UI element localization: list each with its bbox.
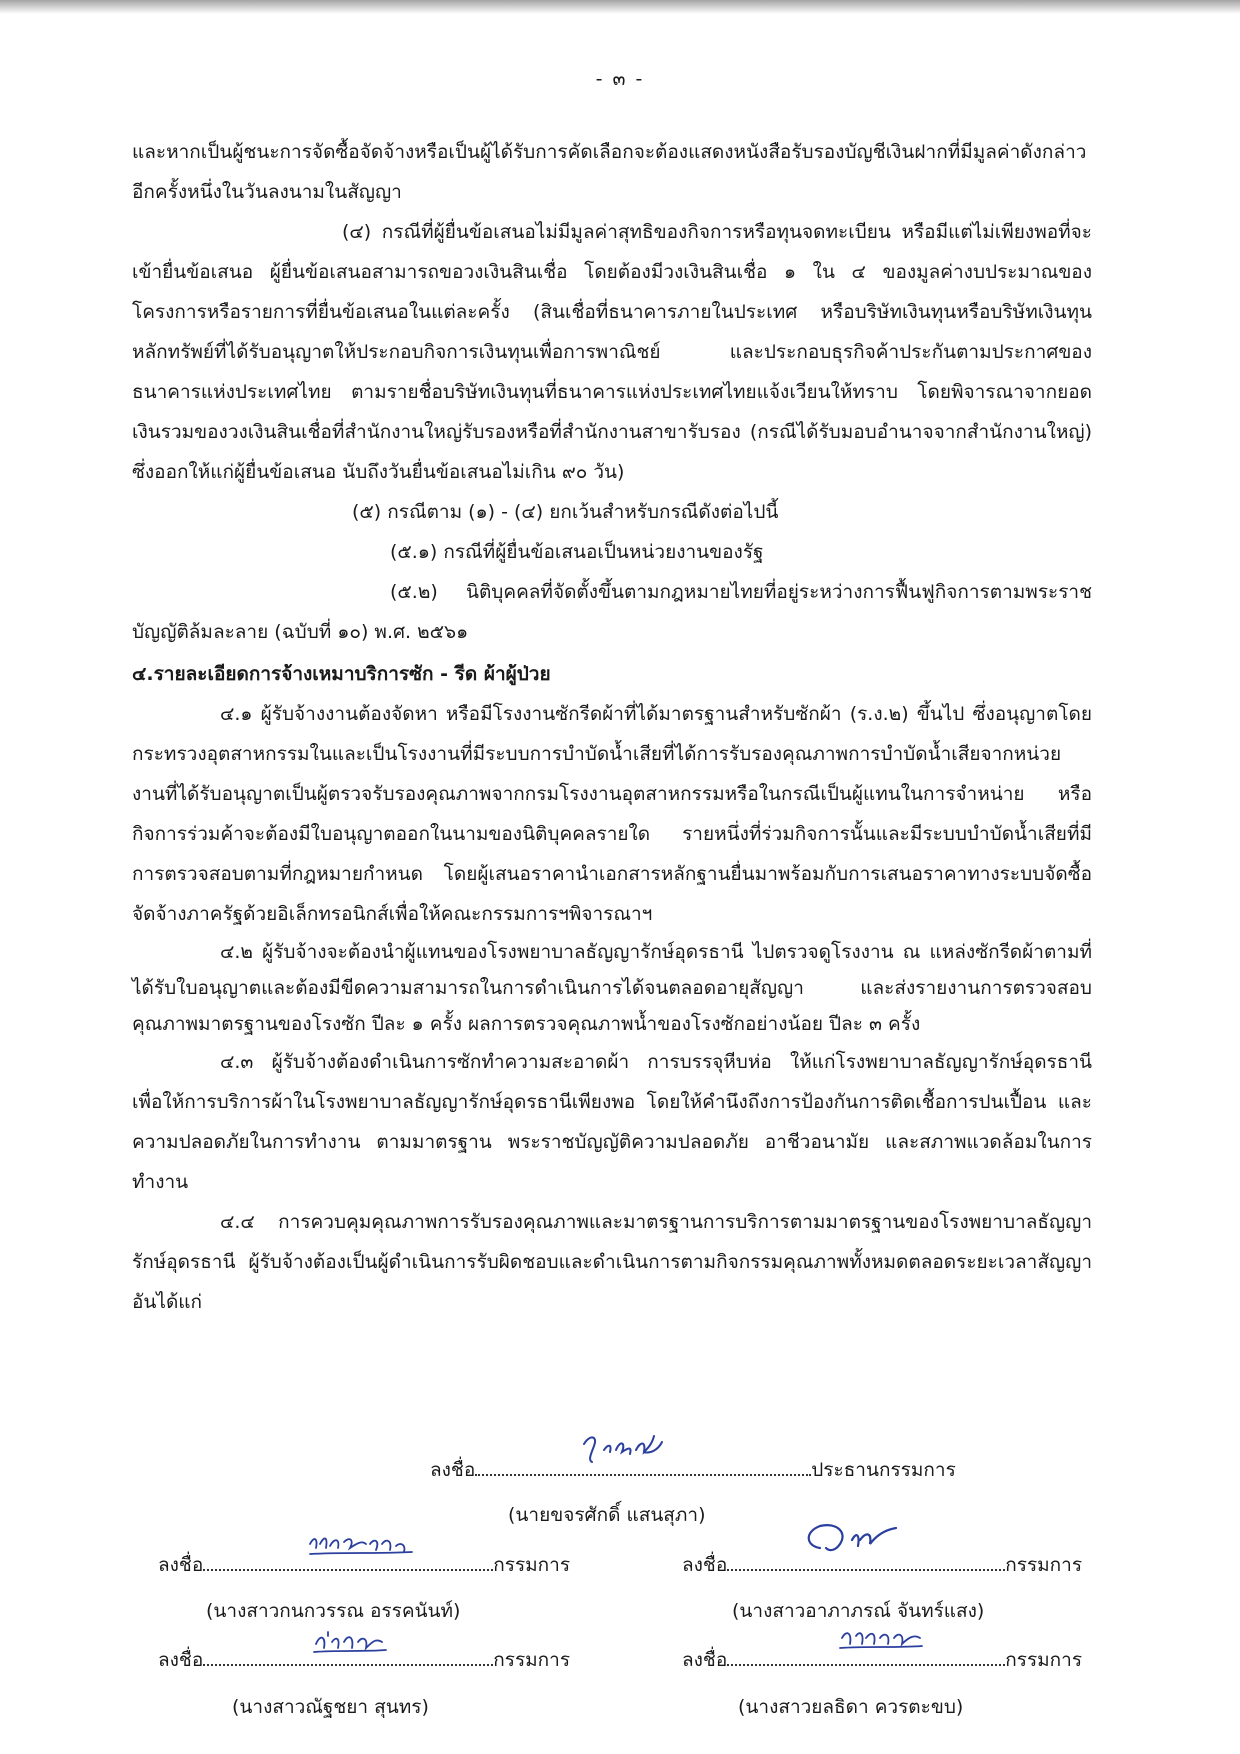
chair-handwritten-signature: [578, 1428, 668, 1468]
paragraph-4-4: ๔.๔ การควบคุมคุณภาพการรับรองคุณภาพและมาตรฐานการบริการตามมาตรฐานของโรงพยาบาลธัญญารักษ์อุดรธานี ผู้รับจ้างต้องเป็นผู้ดำเนินการรับผิดชอบและดำเนินการตามกิจกรรมคุณภาพทั้งหมดตลอดระยะเวลาสัญญา อันได้แก่: [132, 1211, 1092, 1313]
member-1-signature-line: ลงชื่อ กรรมการ: [158, 1554, 571, 1576]
member-3-handwritten-signature: [310, 1628, 390, 1656]
chair-signature-line: [430, 1455, 956, 1485]
member-2-signature-line: ลงชื่อ กรรมการ: [682, 1554, 1083, 1576]
member-4-name: (นางสาวยลธิดา ควรตะขบ): [738, 1696, 964, 1718]
chair-name: (นายขจรศักดิ์ แสนสุภา): [508, 1504, 706, 1526]
paragraph-clause-5-2: (๕.๒) นิติบุคคลที่จัดตั้งขึ้นตามกฎหมายไทยที่อยู่ระหว่างการฟื้นฟูกิจการตามพระราชบัญญัติล้มละลาย (ฉบับที่ ๑๐) พ.ศ. ๒๕๖๑: [132, 581, 1092, 643]
paragraph-deposit-cert: และหากเป็นผู้ชนะการจัดซื้อจัดจ้างหรือเป็นผู้ได้รับการคัดเลือกจะต้องแสดงหนังสือรับรองบัญชีเงินฝากที่มีมูลค่าดังกล่าวอีกครั้งหนึ่งในวันลงนามในสัญญา: [132, 141, 1087, 203]
member-3-signature-line: ลงชื่อ กรรมการ: [158, 1649, 571, 1671]
scan-top-edge: [0, 0, 1240, 14]
sign-label: ลงชื่อ: [430, 1459, 476, 1481]
paragraph-4-1: ๔.๑ ผู้รับจ้างงานต้องจัดหา หรือมีโรงงานซักรีดผ้าที่ได้มาตรฐานสำหรับซักผ้า (ร.ง.๒) ขึ้นไป ซึ่งอนุญาตโดยกระทรวงอุตสาหกรรมในและเป็นโรงงานที่มีระบบการบำบัดน้ำเสียที่ได้การรับรองคุณภาพการบำบัดน้ำเสียจากหน่วยงานที่ได้รับอนุญาตเป็นผู้ตรวจรับรองคุณภาพจากกรมโรงงานอุตสาหกรรมหรือในกรณีเป็นผู้แทนในการจำหน่าย หรือกิจการร่วมค้าจะต้องมีใบอนุญาตออกในนามของนิติบุคคลรายใด รายหนึ่งที่ร่วมกิจการนั้นและมีระบบบำบัดน้ำเสียที่มีการตรวจสอบตามที่กฎหมายกำหนด โดยผู้เสนอราคานำเอกสารหลักฐานยื่นมาพร้อมกับการเสนอราคาทางระบบจัดซื้อจัดจ้างภาครัฐด้วยอิเล็กทรอนิกส์เพื่อให้คณะกรรมการฯพิจารณาฯ: [132, 703, 1092, 925]
member-1-name: (นางสาวกนกวรรณ อรรคนันท์): [206, 1600, 461, 1622]
member-4-handwritten-signature: [836, 1626, 926, 1656]
paragraph-clause-5-1: (๕.๑) กรณีที่ผู้ยื่นข้อเสนอเป็นหน่วยงานของรัฐ: [390, 541, 764, 563]
paragraph-clause-5: (๕) กรณีตาม (๑) - (๔) ยกเว้นสำหรับกรณีดังต่อไปนี้: [352, 501, 779, 523]
member-4-signature-line: ลงชื่อ กรรมการ: [682, 1649, 1083, 1671]
member-2-name: (นางสาวอาภาภรณ์ จันทร์แสง): [732, 1600, 985, 1622]
member-1-handwritten-signature: [306, 1530, 416, 1560]
page-number: - ๓ -: [595, 68, 645, 90]
section-heading-4: ๔.รายละเอียดการจ้างเหมาบริการซัก - รีด ผ้าผู้ป่วย: [132, 663, 551, 685]
member-2-handwritten-signature: [800, 1518, 910, 1560]
document-body: [132, 132, 1092, 1322]
chair-role: ประธานกรรมการ: [811, 1459, 956, 1481]
paragraph-4-2: ๔.๒ ผู้รับจ้างจะต้องนำผู้แทนของโรงพยาบาลธัญญารักษ์อุดรธานี ไปตรวจดูโรงงาน ณ แหล่งซักรีดผ้าตามที่ได้รับใบอนุญาตและต้องมีขีดความสามารถในการดำเนินการได้จนตลอดอายุสัญญา และส่งรายงานการตรวจสอบคุณภาพมาตรฐานของโรงซัก ปีละ ๑ ครั้ง ผลการตรวจคุณภาพน้ำของโรงซักอย่างน้อย ปีละ ๓ ครั้ง: [132, 941, 1092, 1035]
paragraph-clause-4: (๔) กรณีที่ผู้ยื่นข้อเสนอไม่มีมูลค่าสุทธิของกิจการหรือทุนจดทะเบียน หรือมีแต่ไม่เพียงพอที่จะเข้ายื่นข้อเสนอ ผู้ยื่นข้อเสนอสามารถขอวงเงินสินเชื่อ โดยต้องมีวงเงินสินเชื่อ ๑ ใน ๔ ของมูลค่างบประมาณของโครงการหรือรายการที่ยื่นข้อเสนอในแต่ละครั้ง (สินเชื่อที่ธนาคารภายในประเทศ หรือบริษัทเงินทุนหรือบริษัทเงินทุนหลักทรัพย์ที่ได้รับอนุญาตให้ประกอบกิจการเงินทุนเพื่อการพาณิชย์ และประกอบธุรกิจค้าประกันตามประกาศของธนาคารแห่งประเทศไทย ตามรายชื่อบริษัทเงินทุนที่ธนาคารแห่งประเทศไทยแจ้งเวียนให้ทราบ โดยพิจารณาจากยอดเงินรวมของวงเงินสินเชื่อที่สำนักงานใหญ่รับรองหรือที่สำนักงานสาขารับรอง (กรณีได้รับมอบอำนาจจากสำนักงานใหญ่) ซึ่งออกให้แก่ผู้ยื่นข้อเสนอ นับถึงวันยื่นข้อเสนอไม่เกิน ๙๐ วัน): [132, 221, 1092, 483]
member-3-name: (นางสาวณัฐชยา สุนทร): [232, 1696, 429, 1718]
paragraph-4-3: ๔.๓ ผู้รับจ้างต้องดำเนินการซักทำความสะอาดผ้า การบรรจุหีบห่อ ให้แก่โรงพยาบาลธัญญารักษ์อุดรธานี เพื่อให้การบริการผ้าในโรงพยาบาลธัญญารักษ์อุดรธานีเพียงพอ โดยให้คำนึงถึงการป้องกันการติดเชื้อการปนเปื้อน และความปลอดภัยในการทำงาน ตามมาตรฐาน พระราชบัญญัติความปลอดภัย อาชีวอนามัย และสภาพแวดล้อมในการทำงาน: [132, 1051, 1092, 1193]
